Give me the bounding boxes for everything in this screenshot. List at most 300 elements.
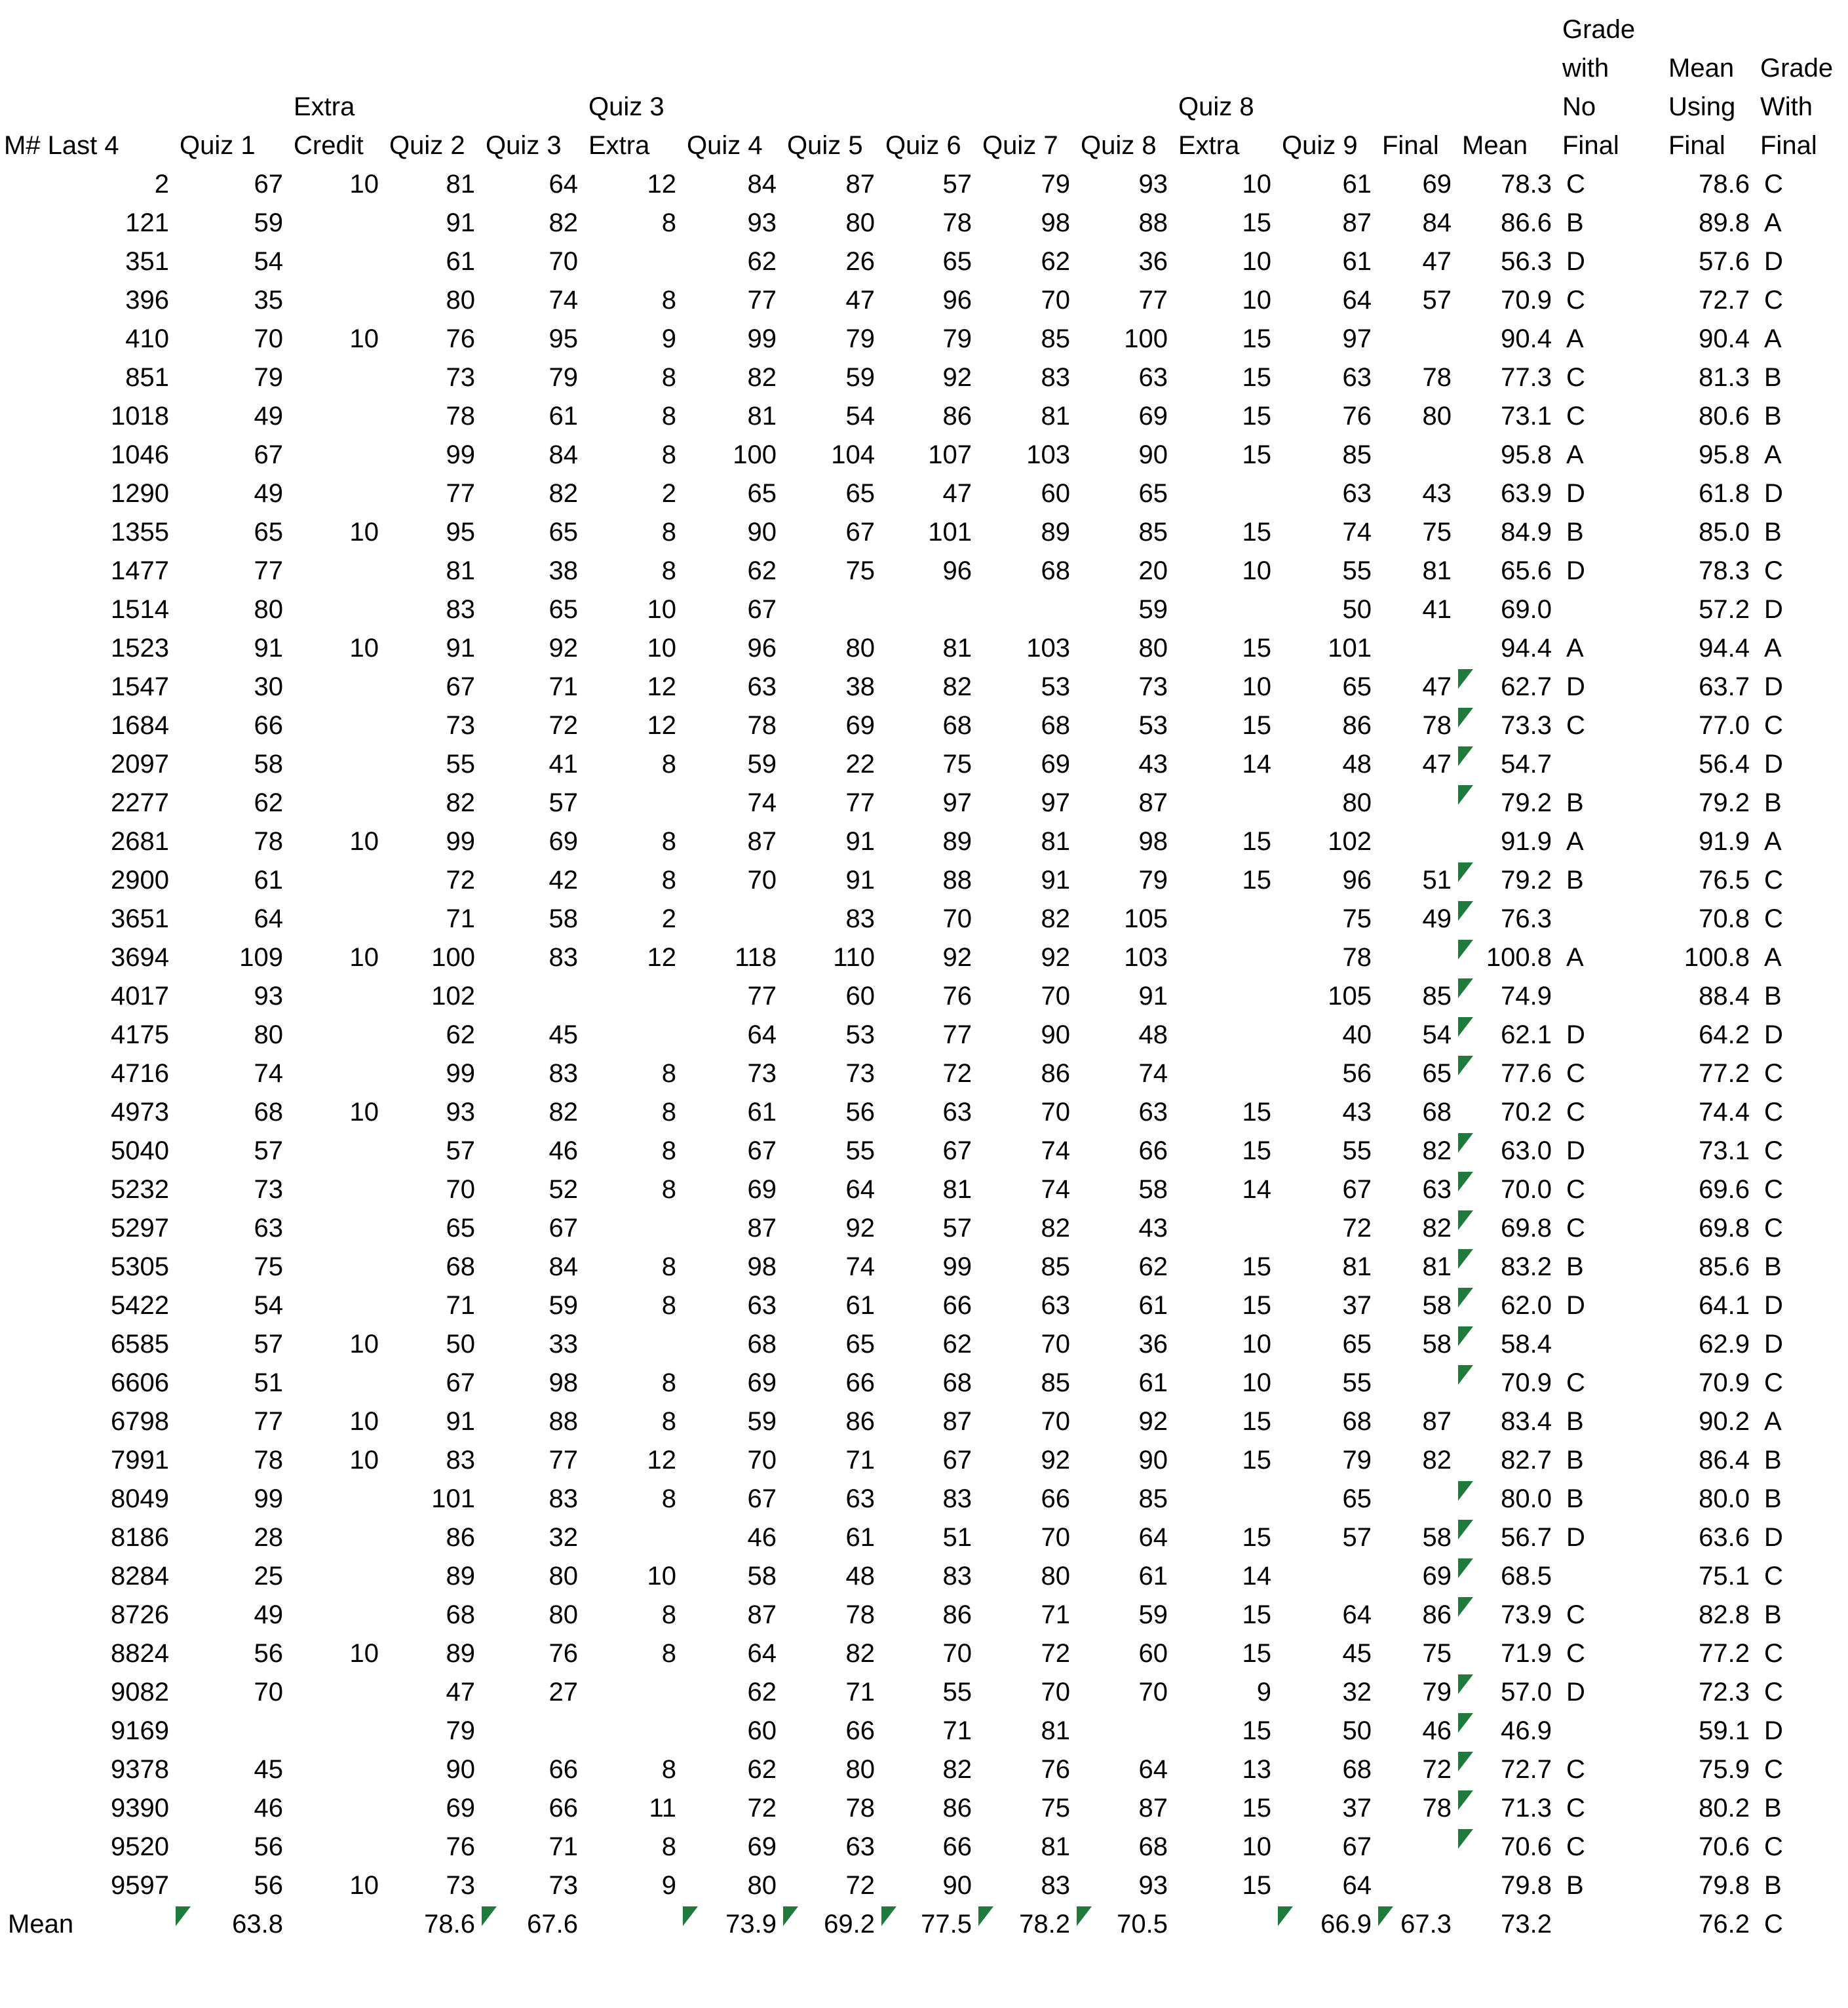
cell-quiz5[interactable] <box>783 900 881 938</box>
cell-quiz7[interactable] <box>978 1016 1077 1054</box>
cell-id[interactable] <box>0 706 176 745</box>
cell-quiz8[interactable] <box>1077 1209 1174 1248</box>
cell-mean_using_final[interactable] <box>1665 977 1756 1016</box>
cell-mean[interactable] <box>1458 822 1558 861</box>
cell-quiz3_extra[interactable] <box>585 784 683 822</box>
cell-quiz8[interactable] <box>1077 1054 1174 1093</box>
column-header-quiz7[interactable] <box>978 0 1077 165</box>
cell-quiz5[interactable] <box>783 1518 881 1557</box>
cell-mean[interactable] <box>1458 1518 1558 1557</box>
cell-mean_using_final[interactable] <box>1665 1480 1756 1518</box>
cell-quiz5[interactable] <box>783 1750 881 1789</box>
column-header-quiz6[interactable] <box>881 0 978 165</box>
cell-grade_with_final[interactable] <box>1756 1518 1848 1557</box>
cell-quiz1[interactable] <box>176 1286 290 1325</box>
cell-quiz8_extra[interactable] <box>1174 784 1278 822</box>
cell-quiz8_extra[interactable] <box>1174 1634 1278 1673</box>
cell-grade_with_final[interactable] <box>1756 1364 1848 1402</box>
cell-quiz8_extra[interactable] <box>1174 745 1278 784</box>
cell-quiz8[interactable] <box>1077 1518 1174 1557</box>
cell-mean[interactable] <box>1458 745 1558 784</box>
cell-final[interactable] <box>1378 822 1458 861</box>
cell-quiz3_extra[interactable] <box>585 977 683 1016</box>
cell-id[interactable] <box>0 1016 176 1054</box>
cell-final[interactable] <box>1378 900 1458 938</box>
cell-grade_with_final[interactable] <box>1756 1248 1848 1286</box>
cell-quiz3_extra[interactable] <box>585 165 683 204</box>
cell-quiz3_extra[interactable] <box>585 629 683 668</box>
cell-quiz3[interactable] <box>482 706 585 745</box>
cell-quiz5[interactable] <box>783 436 881 474</box>
cell-quiz9[interactable] <box>1278 1441 1378 1480</box>
cell-quiz1[interactable] <box>176 358 290 397</box>
cell-quiz5[interactable] <box>783 1054 881 1093</box>
cell-quiz4[interactable] <box>683 1712 783 1750</box>
cell-id[interactable] <box>0 1634 176 1673</box>
cell-final[interactable] <box>1378 629 1458 668</box>
cell-quiz2[interactable] <box>385 938 482 977</box>
cell-mean_using_final[interactable] <box>1665 358 1756 397</box>
cell-grade_with_final[interactable] <box>1756 552 1848 590</box>
cell-quiz2[interactable] <box>385 474 482 513</box>
cell-quiz2[interactable] <box>385 1054 482 1093</box>
cell-quiz4[interactable] <box>683 1325 783 1364</box>
cell-quiz8[interactable] <box>1077 436 1174 474</box>
cell-quiz3_extra[interactable] <box>585 474 683 513</box>
cell-quiz7[interactable] <box>978 1054 1077 1093</box>
cell-quiz5[interactable] <box>783 861 881 900</box>
cell-quiz6[interactable] <box>881 474 978 513</box>
cell-grade_with_final[interactable] <box>1756 281 1848 320</box>
cell-final[interactable] <box>1378 1866 1458 1905</box>
cell-quiz4[interactable] <box>683 320 783 358</box>
cell-final[interactable] <box>1378 1441 1458 1480</box>
cell-quiz8[interactable] <box>1077 165 1174 204</box>
cell-mean[interactable] <box>1458 204 1558 242</box>
cell-final[interactable] <box>1378 1480 1458 1518</box>
cell-quiz5[interactable] <box>783 513 881 552</box>
cell-mean[interactable] <box>1458 165 1558 204</box>
cell-quiz3[interactable] <box>482 1480 585 1518</box>
cell-final[interactable] <box>1378 1016 1458 1054</box>
cell-extra_credit[interactable] <box>290 1209 385 1248</box>
cell-grade_with_final[interactable] <box>1756 474 1848 513</box>
cell-mean_using_final[interactable] <box>1665 706 1756 745</box>
cell-quiz3_extra[interactable] <box>585 552 683 590</box>
cell-quiz6[interactable] <box>881 706 978 745</box>
cell-quiz6[interactable] <box>881 1518 978 1557</box>
cell-grade_no_final[interactable] <box>1558 1016 1665 1054</box>
cell-quiz3[interactable] <box>482 1712 585 1750</box>
cell-grade_no_final[interactable] <box>1558 1634 1665 1673</box>
cell-quiz1[interactable] <box>176 629 290 668</box>
cell-mean_using_final[interactable] <box>1665 552 1756 590</box>
cell-quiz3[interactable] <box>482 165 585 204</box>
cell-mean[interactable] <box>1458 784 1558 822</box>
cell-quiz4[interactable] <box>683 1596 783 1634</box>
cell-quiz3[interactable] <box>482 1750 585 1789</box>
cell-quiz5[interactable] <box>783 1093 881 1132</box>
column-header-quiz8[interactable] <box>1077 0 1174 165</box>
cell-quiz9[interactable] <box>1278 977 1378 1016</box>
cell-quiz9[interactable] <box>1278 861 1378 900</box>
cell-mean[interactable] <box>1458 397 1558 436</box>
cell-quiz3_extra[interactable] <box>585 706 683 745</box>
cell-grade_with_final[interactable] <box>1756 1093 1848 1132</box>
cell-mean_using_final[interactable] <box>1665 1286 1756 1325</box>
cell-final[interactable] <box>1378 1518 1458 1557</box>
cell-quiz9[interactable] <box>1278 1480 1378 1518</box>
cell-quiz7[interactable] <box>978 938 1077 977</box>
cell-quiz8_extra[interactable] <box>1174 706 1278 745</box>
cell-grade_with_final[interactable] <box>1756 513 1848 552</box>
cell-quiz8_extra[interactable] <box>1174 861 1278 900</box>
cell-quiz8[interactable] <box>1077 1093 1174 1132</box>
cell-quiz4[interactable] <box>683 1634 783 1673</box>
cell-quiz7[interactable] <box>978 1441 1077 1480</box>
cell-quiz5[interactable] <box>783 1209 881 1248</box>
cell-quiz4[interactable] <box>683 358 783 397</box>
cell-final[interactable] <box>1378 745 1458 784</box>
cell-quiz2[interactable] <box>385 1828 482 1866</box>
cell-quiz3_extra[interactable] <box>585 1054 683 1093</box>
cell-grade_with_final[interactable] <box>1756 1441 1848 1480</box>
cell-mean_using_final[interactable] <box>1665 436 1756 474</box>
cell-final[interactable] <box>1378 281 1458 320</box>
cell-quiz3_extra[interactable] <box>585 1325 683 1364</box>
cell-quiz3_extra[interactable] <box>585 1673 683 1712</box>
cell-grade_with_final[interactable] <box>1756 1286 1848 1325</box>
cell-quiz5[interactable] <box>783 590 881 629</box>
cell-grade_no_final[interactable] <box>1558 204 1665 242</box>
cell-quiz2[interactable] <box>385 1789 482 1828</box>
cell-mean_using_final[interactable] <box>1665 629 1756 668</box>
cell-extra_credit[interactable] <box>290 1441 385 1480</box>
cell-grade_no_final[interactable] <box>1558 745 1665 784</box>
cell-quiz8[interactable] <box>1077 861 1174 900</box>
cell-quiz6[interactable] <box>881 397 978 436</box>
cell-quiz9[interactable] <box>1278 590 1378 629</box>
cell-quiz6[interactable] <box>881 822 978 861</box>
mean-cell-quiz2[interactable] <box>385 1905 482 1944</box>
cell-quiz1[interactable] <box>176 513 290 552</box>
cell-quiz7[interactable] <box>978 706 1077 745</box>
cell-quiz9[interactable] <box>1278 1712 1378 1750</box>
cell-extra_credit[interactable] <box>290 590 385 629</box>
cell-quiz4[interactable] <box>683 513 783 552</box>
mean-cell-quiz4[interactable] <box>683 1905 783 1944</box>
cell-quiz5[interactable] <box>783 1286 881 1325</box>
cell-quiz6[interactable] <box>881 204 978 242</box>
cell-quiz9[interactable] <box>1278 1828 1378 1866</box>
cell-quiz4[interactable] <box>683 552 783 590</box>
cell-quiz9[interactable] <box>1278 165 1378 204</box>
cell-quiz1[interactable] <box>176 1480 290 1518</box>
cell-extra_credit[interactable] <box>290 822 385 861</box>
cell-final[interactable] <box>1378 1750 1458 1789</box>
cell-mean_using_final[interactable] <box>1665 165 1756 204</box>
cell-quiz8_extra[interactable] <box>1174 474 1278 513</box>
cell-quiz9[interactable] <box>1278 1364 1378 1402</box>
cell-mean_using_final[interactable] <box>1665 1016 1756 1054</box>
cell-quiz3_extra[interactable] <box>585 1441 683 1480</box>
column-header-quiz2[interactable] <box>385 0 482 165</box>
cell-quiz8[interactable] <box>1077 1828 1174 1866</box>
cell-quiz1[interactable] <box>176 938 290 977</box>
cell-quiz8_extra[interactable] <box>1174 1866 1278 1905</box>
cell-quiz7[interactable] <box>978 822 1077 861</box>
cell-quiz2[interactable] <box>385 1518 482 1557</box>
cell-quiz4[interactable] <box>683 977 783 1016</box>
cell-quiz8_extra[interactable] <box>1174 436 1278 474</box>
cell-quiz7[interactable] <box>978 320 1077 358</box>
cell-quiz7[interactable] <box>978 204 1077 242</box>
cell-extra_credit[interactable] <box>290 436 385 474</box>
cell-quiz2[interactable] <box>385 281 482 320</box>
cell-extra_credit[interactable] <box>290 1248 385 1286</box>
cell-quiz3_extra[interactable] <box>585 668 683 706</box>
cell-quiz3_extra[interactable] <box>585 1750 683 1789</box>
cell-quiz3_extra[interactable] <box>585 1634 683 1673</box>
cell-quiz8_extra[interactable] <box>1174 204 1278 242</box>
cell-quiz5[interactable] <box>783 1480 881 1518</box>
cell-quiz1[interactable] <box>176 977 290 1016</box>
mean-cell-grade_no_final[interactable] <box>1558 1905 1665 1944</box>
cell-quiz6[interactable] <box>881 1441 978 1480</box>
cell-quiz1[interactable] <box>176 1596 290 1634</box>
cell-quiz8_extra[interactable] <box>1174 1789 1278 1828</box>
cell-final[interactable] <box>1378 397 1458 436</box>
cell-mean[interactable] <box>1458 1248 1558 1286</box>
cell-quiz3[interactable] <box>482 1364 585 1402</box>
cell-grade_with_final[interactable] <box>1756 165 1848 204</box>
cell-mean_using_final[interactable] <box>1665 1209 1756 1248</box>
cell-mean_using_final[interactable] <box>1665 281 1756 320</box>
cell-extra_credit[interactable] <box>290 1093 385 1132</box>
cell-final[interactable] <box>1378 1054 1458 1093</box>
cell-grade_no_final[interactable] <box>1558 165 1665 204</box>
cell-quiz5[interactable] <box>783 242 881 281</box>
cell-quiz9[interactable] <box>1278 204 1378 242</box>
cell-grade_no_final[interactable] <box>1558 436 1665 474</box>
cell-extra_credit[interactable] <box>290 358 385 397</box>
cell-id[interactable] <box>0 938 176 977</box>
cell-grade_no_final[interactable] <box>1558 1518 1665 1557</box>
cell-quiz4[interactable] <box>683 668 783 706</box>
cell-quiz2[interactable] <box>385 204 482 242</box>
cell-quiz6[interactable] <box>881 1750 978 1789</box>
cell-quiz8[interactable] <box>1077 1402 1174 1441</box>
cell-quiz6[interactable] <box>881 977 978 1016</box>
cell-quiz4[interactable] <box>683 281 783 320</box>
cell-quiz4[interactable] <box>683 1093 783 1132</box>
cell-quiz3_extra[interactable] <box>585 1248 683 1286</box>
cell-mean_using_final[interactable] <box>1665 745 1756 784</box>
cell-quiz1[interactable] <box>176 1557 290 1596</box>
cell-quiz8[interactable] <box>1077 938 1174 977</box>
cell-extra_credit[interactable] <box>290 281 385 320</box>
cell-extra_credit[interactable] <box>290 1364 385 1402</box>
cell-quiz8[interactable] <box>1077 900 1174 938</box>
cell-quiz7[interactable] <box>978 629 1077 668</box>
cell-quiz8_extra[interactable] <box>1174 1441 1278 1480</box>
cell-quiz9[interactable] <box>1278 1054 1378 1093</box>
cell-quiz3[interactable] <box>482 822 585 861</box>
cell-quiz7[interactable] <box>978 397 1077 436</box>
cell-grade_no_final[interactable] <box>1558 861 1665 900</box>
cell-quiz5[interactable] <box>783 1016 881 1054</box>
cell-quiz5[interactable] <box>783 1441 881 1480</box>
cell-quiz8[interactable] <box>1077 1596 1174 1634</box>
cell-mean[interactable] <box>1458 1286 1558 1325</box>
cell-grade_no_final[interactable] <box>1558 281 1665 320</box>
cell-grade_with_final[interactable] <box>1756 436 1848 474</box>
cell-quiz3[interactable] <box>482 204 585 242</box>
cell-quiz9[interactable] <box>1278 784 1378 822</box>
cell-quiz2[interactable] <box>385 1402 482 1441</box>
cell-quiz4[interactable] <box>683 938 783 977</box>
cell-quiz7[interactable] <box>978 436 1077 474</box>
cell-extra_credit[interactable] <box>290 1170 385 1209</box>
cell-id[interactable] <box>0 822 176 861</box>
cell-grade_no_final[interactable] <box>1558 1557 1665 1596</box>
mean-cell-mean[interactable] <box>1458 1905 1558 1944</box>
cell-final[interactable] <box>1378 1789 1458 1828</box>
cell-quiz4[interactable] <box>683 165 783 204</box>
cell-quiz6[interactable] <box>881 1634 978 1673</box>
cell-quiz8[interactable] <box>1077 629 1174 668</box>
cell-quiz1[interactable] <box>176 706 290 745</box>
cell-quiz7[interactable] <box>978 668 1077 706</box>
cell-quiz7[interactable] <box>978 1712 1077 1750</box>
cell-mean[interactable] <box>1458 629 1558 668</box>
column-header-mean_using_final[interactable] <box>1665 0 1756 165</box>
cell-quiz6[interactable] <box>881 1402 978 1441</box>
mean-cell-quiz5[interactable] <box>783 1905 881 1944</box>
cell-quiz4[interactable] <box>683 436 783 474</box>
cell-quiz8[interactable] <box>1077 204 1174 242</box>
mean-cell-quiz1[interactable] <box>176 1905 290 1944</box>
cell-mean_using_final[interactable] <box>1665 1712 1756 1750</box>
column-header-quiz9[interactable] <box>1278 0 1378 165</box>
cell-mean[interactable] <box>1458 668 1558 706</box>
cell-mean_using_final[interactable] <box>1665 204 1756 242</box>
cell-quiz9[interactable] <box>1278 358 1378 397</box>
cell-quiz9[interactable] <box>1278 668 1378 706</box>
cell-quiz5[interactable] <box>783 1557 881 1596</box>
cell-quiz1[interactable] <box>176 1441 290 1480</box>
cell-grade_with_final[interactable] <box>1756 1712 1848 1750</box>
cell-quiz3[interactable] <box>482 745 585 784</box>
cell-quiz9[interactable] <box>1278 1557 1378 1596</box>
cell-id[interactable] <box>0 1054 176 1093</box>
cell-final[interactable] <box>1378 1402 1458 1441</box>
cell-grade_no_final[interactable] <box>1558 397 1665 436</box>
cell-final[interactable] <box>1378 320 1458 358</box>
cell-mean_using_final[interactable] <box>1665 1596 1756 1634</box>
cell-quiz1[interactable] <box>176 1402 290 1441</box>
cell-mean_using_final[interactable] <box>1665 397 1756 436</box>
cell-quiz8_extra[interactable] <box>1174 1093 1278 1132</box>
cell-grade_with_final[interactable] <box>1756 1016 1848 1054</box>
cell-grade_no_final[interactable] <box>1558 977 1665 1016</box>
cell-quiz9[interactable] <box>1278 1248 1378 1286</box>
cell-quiz4[interactable] <box>683 1750 783 1789</box>
cell-quiz2[interactable] <box>385 1016 482 1054</box>
cell-quiz8_extra[interactable] <box>1174 1016 1278 1054</box>
cell-id[interactable] <box>0 1364 176 1402</box>
cell-quiz8[interactable] <box>1077 706 1174 745</box>
cell-mean[interactable] <box>1458 358 1558 397</box>
cell-quiz2[interactable] <box>385 590 482 629</box>
cell-quiz4[interactable] <box>683 1170 783 1209</box>
cell-mean[interactable] <box>1458 1016 1558 1054</box>
cell-quiz5[interactable] <box>783 1325 881 1364</box>
cell-id[interactable] <box>0 1325 176 1364</box>
cell-quiz3[interactable] <box>482 1248 585 1286</box>
cell-mean[interactable] <box>1458 552 1558 590</box>
cell-quiz2[interactable] <box>385 977 482 1016</box>
cell-quiz5[interactable] <box>783 1364 881 1402</box>
cell-quiz1[interactable] <box>176 1132 290 1170</box>
cell-final[interactable] <box>1378 242 1458 281</box>
cell-quiz5[interactable] <box>783 938 881 977</box>
cell-quiz9[interactable] <box>1278 1789 1378 1828</box>
cell-mean_using_final[interactable] <box>1665 1789 1756 1828</box>
mean-cell-quiz8[interactable] <box>1077 1905 1174 1944</box>
cell-quiz6[interactable] <box>881 938 978 977</box>
cell-quiz1[interactable] <box>176 590 290 629</box>
mean-cell-grade_with_final[interactable] <box>1756 1905 1848 1944</box>
cell-quiz1[interactable] <box>176 1634 290 1673</box>
cell-quiz8[interactable] <box>1077 1016 1174 1054</box>
cell-grade_no_final[interactable] <box>1558 668 1665 706</box>
cell-grade_with_final[interactable] <box>1756 1480 1848 1518</box>
cell-mean[interactable] <box>1458 474 1558 513</box>
cell-quiz5[interactable] <box>783 706 881 745</box>
cell-final[interactable] <box>1378 552 1458 590</box>
cell-quiz6[interactable] <box>881 590 978 629</box>
cell-quiz7[interactable] <box>978 784 1077 822</box>
cell-quiz5[interactable] <box>783 822 881 861</box>
cell-quiz2[interactable] <box>385 900 482 938</box>
cell-quiz1[interactable] <box>176 668 290 706</box>
cell-quiz9[interactable] <box>1278 1866 1378 1905</box>
cell-quiz3_extra[interactable] <box>585 1364 683 1402</box>
cell-quiz6[interactable] <box>881 1480 978 1518</box>
cell-id[interactable] <box>0 1132 176 1170</box>
cell-quiz8_extra[interactable] <box>1174 1325 1278 1364</box>
cell-quiz1[interactable] <box>176 1789 290 1828</box>
cell-quiz3[interactable] <box>482 242 585 281</box>
cell-id[interactable] <box>0 1828 176 1866</box>
cell-id[interactable] <box>0 1518 176 1557</box>
cell-quiz9[interactable] <box>1278 822 1378 861</box>
cell-quiz7[interactable] <box>978 1093 1077 1132</box>
cell-extra_credit[interactable] <box>290 397 385 436</box>
cell-grade_no_final[interactable] <box>1558 706 1665 745</box>
cell-quiz9[interactable] <box>1278 513 1378 552</box>
cell-mean_using_final[interactable] <box>1665 1828 1756 1866</box>
cell-id[interactable] <box>0 977 176 1016</box>
cell-quiz8_extra[interactable] <box>1174 1557 1278 1596</box>
cell-id[interactable] <box>0 436 176 474</box>
cell-id[interactable] <box>0 745 176 784</box>
cell-quiz5[interactable] <box>783 977 881 1016</box>
cell-id[interactable] <box>0 281 176 320</box>
cell-quiz9[interactable] <box>1278 397 1378 436</box>
cell-quiz1[interactable] <box>176 1054 290 1093</box>
